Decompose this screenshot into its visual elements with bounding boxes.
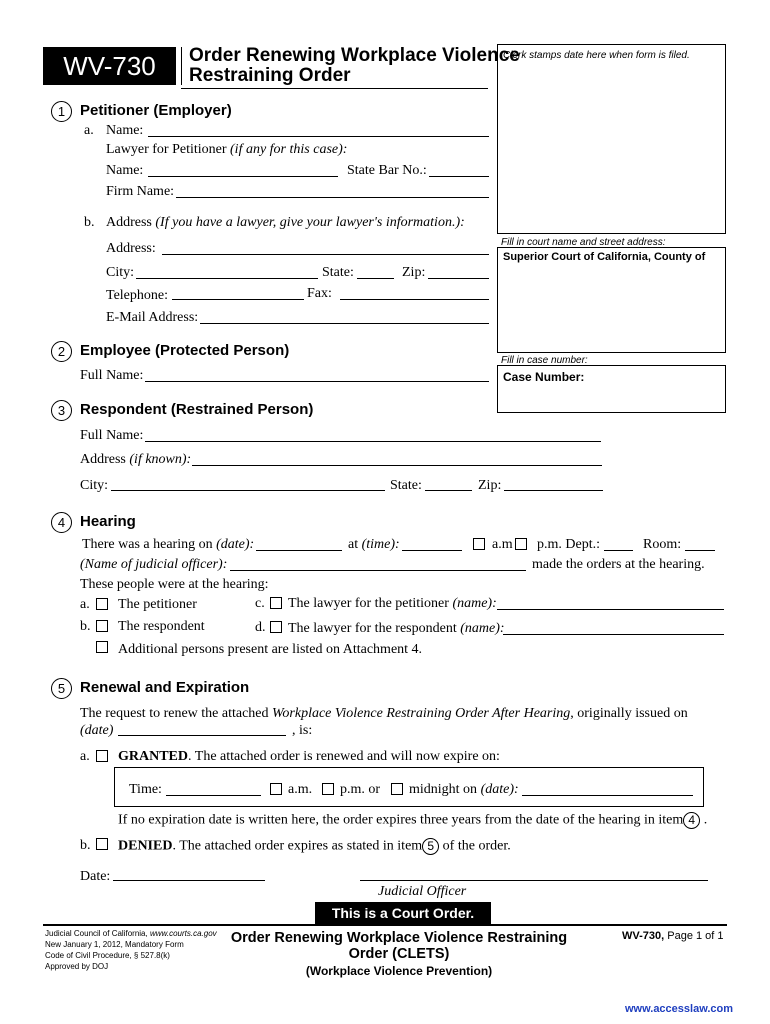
item-4d-label: d. <box>255 620 266 635</box>
denied-label: DENIED <box>118 838 173 854</box>
expire-am-checkbox[interactable] <box>270 783 282 795</box>
am-checkbox[interactable] <box>473 538 485 550</box>
respondent-lawyer-text: The lawyer for the respondent <box>288 621 457 636</box>
lawyer-label-text: Lawyer for Petitioner <box>106 142 227 157</box>
expire-pm-label: p.m. or <box>340 782 381 797</box>
court-hint: Fill in court name and street address: <box>501 237 666 248</box>
footer-source-4: Approved by DOJ <box>45 962 109 971</box>
item-5b-label: b. <box>80 838 91 853</box>
room-label: Room: <box>643 537 682 552</box>
form-title-line1: Order Renewing Workplace Violence <box>189 45 520 66</box>
granted-label: GRANTED <box>118 749 189 764</box>
state-bar-field[interactable] <box>429 176 489 177</box>
expire-midnight-checkbox[interactable] <box>391 783 403 795</box>
granted-text <box>118 749 500 765</box>
court-order-banner-text: This is a Court Order. <box>331 905 475 921</box>
item-5-title: Renewal and Expiration <box>80 679 250 696</box>
hearing-time-field[interactable] <box>402 550 462 551</box>
petitioner-name-label: Name: <box>106 123 144 138</box>
item-5a-label: a. <box>80 749 90 764</box>
respondent-lawyer-note: (name): <box>460 621 505 636</box>
expire-time-field[interactable] <box>166 795 261 796</box>
renewal-request-text <box>80 706 688 722</box>
item-2-number: 2 <box>51 341 72 362</box>
footer-page-number: Page 1 of 1 <box>667 930 724 942</box>
address-instruction-note: (If you have a lawyer, give your lawyer's information.): <box>155 215 465 230</box>
petitioner-lawyer-checkbox[interactable] <box>270 597 282 609</box>
footer-source-1a: Judicial Council of California, <box>45 929 148 938</box>
judicial-officer-field[interactable] <box>230 570 526 571</box>
footer-source-2: New January 1, 2012, Mandatory Form <box>45 940 184 949</box>
footer-subtitle: (Workplace Violence Prevention) <box>305 964 493 978</box>
dept-field[interactable] <box>604 550 633 551</box>
judicial-officer-caption: Judicial Officer <box>378 884 467 899</box>
item-5-number: 5 <box>51 678 72 699</box>
petitioner-lawyer-note: (name): <box>452 596 497 611</box>
petitioner-lawyer-text: The lawyer for the petitioner <box>288 596 449 611</box>
watermark-link[interactable]: www.accesslaw.com <box>625 1003 734 1015</box>
item-4-number: 4 <box>51 512 72 533</box>
item-1a-label: a. <box>84 123 94 138</box>
city-label: City: <box>106 265 135 280</box>
item-3-title: Respondent (Restrained Person) <box>80 401 314 418</box>
clerk-stamp-box[interactable] <box>497 44 726 234</box>
respondent-address-label <box>80 452 191 468</box>
item-1-number: 1 <box>51 101 72 122</box>
respondent-city-field[interactable] <box>111 490 385 491</box>
renewal-request-order: Workplace Violence Restraining Order After Hearing <box>272 706 571 721</box>
form-title-line2: Restraining Order <box>189 65 351 86</box>
respondent-state-label: State: <box>390 478 422 493</box>
hearing-time-label <box>348 537 400 553</box>
item-1-title: Petitioner (Employer) <box>80 102 232 119</box>
address-instruction-text: Address <box>106 215 152 230</box>
respondent-state-field[interactable] <box>425 490 472 491</box>
granted-checkbox[interactable] <box>96 750 108 762</box>
hearing-at-text: at <box>348 537 359 552</box>
hearing-time-note: (time): <box>361 537 400 552</box>
respondent-address-field[interactable] <box>192 465 602 466</box>
email-field[interactable] <box>200 323 489 324</box>
zip-field[interactable] <box>428 278 489 279</box>
address-instruction <box>106 215 465 231</box>
denied-rest: . The attached order expires as stated in item <box>172 838 423 854</box>
footer-source-3: Code of Civil Procedure, § 527.8(k) <box>45 951 170 960</box>
no-expiration-body: If no expiration date is written here, the order expires three years from the date of the hearing in item <box>118 812 684 828</box>
made-orders-text: made the orders at the hearing. <box>532 557 705 572</box>
item-4a-label: a. <box>80 597 90 612</box>
pm-checkbox[interactable] <box>515 538 527 550</box>
respondent-present-label: The respondent <box>118 619 205 634</box>
respondent-address-note: (if known): <box>129 452 192 467</box>
case-number-box[interactable] <box>497 365 726 413</box>
item-4c-label: c. <box>255 596 265 611</box>
respondent-name-label: Full Name: <box>80 428 144 443</box>
expire-date-note: (date): <box>480 782 519 797</box>
respondent-lawyer-field[interactable] <box>503 634 724 635</box>
expire-pm-checkbox[interactable] <box>322 783 334 795</box>
lawyer-name-label: Name: <box>106 163 144 178</box>
issued-date-label: (date) <box>80 723 114 738</box>
signature-date-label: Date: <box>80 869 111 884</box>
item-3-number: 3 <box>51 400 72 421</box>
telephone-label: Telephone: <box>106 288 168 303</box>
state-bar-label: State Bar No.: <box>347 163 427 178</box>
expire-midnight-text: midnight on <box>409 782 478 797</box>
additional-persons-label: Additional persons present are listed on Attachment 4. <box>118 642 423 657</box>
hearing-date-field[interactable] <box>256 550 342 551</box>
footer-form-id: WV-730, <box>622 930 665 942</box>
attendees-intro: These people were at the hearing: <box>80 577 269 592</box>
court-label: Superior Court of California, County of <box>503 251 706 263</box>
telephone-field[interactable] <box>172 299 304 300</box>
fax-label: Fax: <box>307 286 332 301</box>
footer-title-line1: Order Renewing Workplace Violence Restraining <box>230 930 568 946</box>
petitioner-name-field[interactable] <box>148 136 489 137</box>
fax-field[interactable] <box>340 299 489 300</box>
signature-date-field[interactable] <box>113 880 265 881</box>
respondent-name-field[interactable] <box>145 441 601 442</box>
footer-courts-link: www.courts.ca.gov <box>149 929 217 938</box>
hearing-date-text: There was a hearing on <box>82 537 213 552</box>
clerk-note: Clerk stamps date here when form is filed. <box>503 50 690 61</box>
respondent-present-checkbox[interactable] <box>96 620 108 632</box>
issued-is-text: , is: <box>292 723 313 738</box>
no-expiration-text <box>118 812 707 829</box>
item-2-title: Employee (Protected Person) <box>80 342 290 359</box>
denied-checkbox[interactable] <box>96 838 108 850</box>
respondent-address-text: Address <box>80 452 126 467</box>
title-underline <box>181 88 488 89</box>
expire-time-label: Time: <box>129 782 162 797</box>
footer-page <box>622 930 724 942</box>
zip-label: Zip: <box>402 265 426 280</box>
item-4-title: Hearing <box>80 513 136 530</box>
employee-name-field[interactable] <box>145 381 489 382</box>
footer-title <box>218 930 580 979</box>
lawyer-label <box>106 142 347 158</box>
respondent-lawyer-label <box>288 621 505 637</box>
item-4b-label: b. <box>80 619 91 634</box>
address-label: Address: <box>106 241 156 256</box>
petitioner-present-checkbox[interactable] <box>96 598 108 610</box>
petitioner-lawyer-field[interactable] <box>497 609 724 610</box>
am-label: a.m <box>492 537 513 552</box>
employee-name-label: Full Name: <box>80 368 144 383</box>
additional-persons-checkbox[interactable] <box>96 641 108 653</box>
city-field[interactable] <box>136 278 318 279</box>
court-order-banner <box>315 902 491 924</box>
form-id-box <box>43 47 176 85</box>
item-5-reference: 5 <box>422 838 439 855</box>
petitioner-present-label: The petitioner <box>118 597 197 612</box>
denied-text <box>118 838 511 855</box>
form-id: WV-730 <box>63 51 156 81</box>
issued-date-field[interactable] <box>118 735 286 736</box>
case-label: Case Number: <box>503 370 585 384</box>
firm-name-field[interactable] <box>176 197 489 198</box>
footer-title-line2: Order (CLETS) <box>348 946 450 962</box>
renewal-request-c: , originally issued on <box>570 706 688 721</box>
expire-date-field[interactable] <box>522 795 693 796</box>
hearing-date-label <box>82 537 254 553</box>
respondent-lawyer-checkbox[interactable] <box>270 621 282 633</box>
pm-dept-label: p.m. Dept.: <box>537 537 600 552</box>
header-divider <box>181 47 182 85</box>
respondent-city-label: City: <box>80 478 109 493</box>
court-name-box[interactable] <box>497 247 726 353</box>
lawyer-name-field[interactable] <box>148 176 338 177</box>
granted-rest: . The attached order is renewed and will now expire on: <box>188 749 500 764</box>
state-field[interactable] <box>357 278 394 279</box>
case-hint: Fill in case number: <box>501 355 588 366</box>
hearing-date-note: (date): <box>216 537 255 552</box>
denied-of-order: of the order. <box>442 838 511 854</box>
item-4-reference: 4 <box>683 812 700 829</box>
respondent-zip-label: Zip: <box>478 478 502 493</box>
room-field[interactable] <box>685 550 715 551</box>
state-label: State: <box>322 265 354 280</box>
lawyer-label-note: (if any for this case): <box>230 142 348 157</box>
item-1b-label: b. <box>84 215 95 230</box>
respondent-zip-field[interactable] <box>504 490 603 491</box>
footer-rule <box>43 924 727 926</box>
expire-midnight-label <box>409 782 519 798</box>
email-label: E-Mail Address: <box>106 310 199 325</box>
petitioner-lawyer-label <box>288 596 497 612</box>
judicial-signature-field[interactable] <box>360 880 708 881</box>
renewal-request-a: The request to renew the attached <box>80 706 269 721</box>
no-expiration-period: . <box>703 812 708 828</box>
judicial-officer-label: (Name of judicial officer): <box>80 557 228 572</box>
expire-am-label: a.m. <box>288 782 313 797</box>
footer-source-1 <box>45 929 217 938</box>
firm-name-label: Firm Name: <box>106 184 175 199</box>
address-field[interactable] <box>162 254 489 255</box>
